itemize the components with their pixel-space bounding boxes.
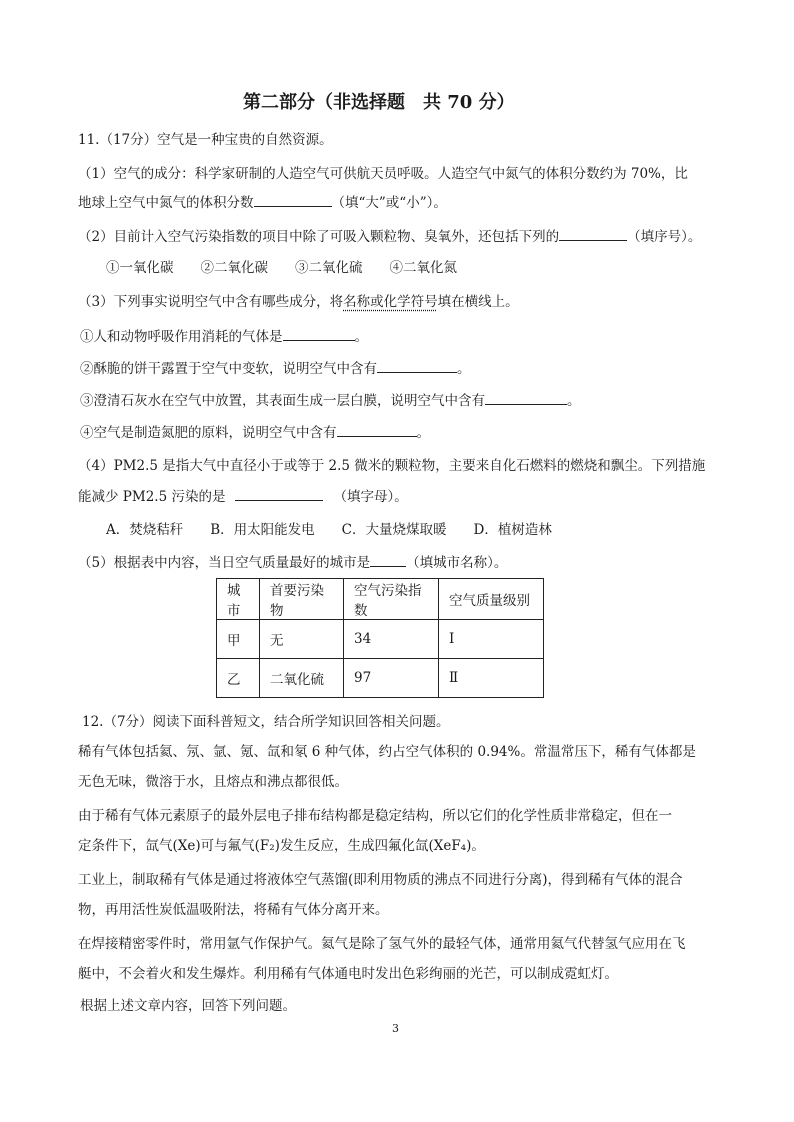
q11-p4-hint: （填字母）。 [333, 489, 408, 505]
answer-blank[interactable] [254, 192, 332, 207]
table-cell: Ⅰ [439, 620, 544, 659]
table-cell: 无 [260, 620, 344, 659]
q11-p4-text: 能减少 PM2.5 污染的是 [78, 489, 226, 505]
answer-blank[interactable] [235, 486, 323, 501]
table-cell: 97 [344, 659, 439, 698]
q12-para4-line1: 在焊接精密零件时，常用氩气作保护气。氦气是除了氢气外的最轻气体，通常用氦气代替氢气应用在飞 [78, 936, 686, 952]
q11-p2-options: ①一氧化碳 ②二氧化碳 ③二氧化硫 ④二氧化氮 [106, 260, 457, 276]
table-cell: Ⅱ [439, 659, 544, 698]
table-header-cell: 城市 [217, 579, 260, 620]
q11-p3-iv-text: ④空气是制造氮肥的原料，说明空气中含有 [80, 425, 337, 441]
q11-p5 [78, 552, 507, 573]
q12-para5: 根据上述文章内容，回答下列问题。 [80, 998, 296, 1014]
q11-p4-line2 [78, 486, 408, 507]
air-quality-table [216, 578, 544, 698]
table-row [217, 659, 544, 698]
q11-p1-line2 [78, 192, 447, 213]
q12-para2-line2: 定条件下，氙气(Xe)可与氟气(F₂)发生反应，生成四氟化氙(XeF₄)。 [78, 838, 485, 854]
q11-p3-iv [80, 422, 430, 443]
q11-p3-tail: 填在横线上。 [437, 294, 519, 310]
q11-p3-iii [80, 390, 581, 411]
table-header-cell: 首要污染物 [260, 579, 344, 620]
q11-p1-text: 地球上空气中氮气的体积分数 [78, 195, 254, 211]
q11-p5-hint: （填城市名称）。 [406, 555, 508, 571]
answer-blank[interactable] [370, 552, 406, 567]
q12-para1-line1: 稀有气体包括氦、氖、氩、氪、氙和氡 6 种气体，约占空气体积的 0.94%。常温常压下，稀有气体都是 [78, 744, 696, 760]
table-cell: 二氧化硫 [260, 659, 344, 698]
table-header-cell: 空气质量级别 [439, 579, 544, 620]
period: 。 [457, 361, 471, 377]
q12-para2-line1: 由于稀有气体元素原子的最外层电子排布结构都是稳定结构，所以它们的化学性质非常稳定，但在一 [78, 808, 672, 824]
answer-blank[interactable] [377, 358, 457, 373]
answer-blank[interactable] [337, 422, 417, 437]
q11-p2 [78, 226, 701, 247]
table-header-cell: 空气污染指数 [344, 579, 439, 620]
period: 。 [354, 329, 368, 345]
q11-p1-line1: （1）空气的成分：科学家研制的人造空气可供航天员呼吸。人造空气中氮气的体积分数约为 70%，比 [78, 166, 688, 182]
q11-p2-hint: （填序号）。 [627, 229, 702, 245]
table-row [217, 620, 544, 659]
q11-p4-options: A．焚烧秸秆 B．用太阳能发电 C．大量烧煤取暖 D．植树造林 [106, 522, 552, 538]
q12-para3-line2: 物，再用活性炭低温吸附法，将稀有气体分离开来。 [78, 902, 389, 918]
q11-p5-text: （5）根据表中内容，当日空气质量最好的城市是 [78, 555, 371, 571]
answer-blank[interactable] [283, 326, 355, 341]
table-cell: 乙 [217, 659, 260, 698]
page-number: 3 [392, 1022, 399, 1035]
q11-p3-ii-text: ②酥脆的饼干露置于空气中变软，说明空气中含有 [80, 361, 377, 377]
table-cell: 34 [344, 620, 439, 659]
q11-p1-hint: （填“大”或“小”）。 [331, 195, 447, 211]
q12-intro: 12.（7分）阅读下面科普短文，结合所学知识回答相关问题。 [82, 714, 450, 730]
q11-p2-text: （2）目前计入空气污染指数的项目中除了可吸入颗粒物、臭氧外，还包括下列的 [78, 229, 560, 245]
q12-para3-line1: 工业上，制取稀有气体是通过将液体空气蒸馏(即利用物质的沸点不同进行分离)，得到稀有气体的混合 [78, 872, 683, 888]
q11-p3-text: （3）下列事实说明空气中含有哪些成分，将 [78, 294, 344, 310]
q12-para1-line2: 无色无味，微溶于水，且熔点和沸点都很低。 [78, 774, 348, 790]
period: 。 [567, 393, 581, 409]
answer-blank[interactable] [559, 226, 627, 241]
period: 。 [416, 425, 430, 441]
q11-intro: 11.（17分）空气是一种宝贵的自然资源。 [78, 132, 333, 148]
section-title: 第二部分（非选择题 共 70 分） [243, 92, 515, 113]
q11-p3 [78, 292, 519, 312]
q11-p3-iii-text: ③澄清石灰水在空气中放置，其表面生成一层白膜，说明空气中含有 [80, 393, 485, 409]
q11-p3-i [80, 326, 368, 347]
q11-p3-i-text: ①人和动物呼吸作用消耗的气体是 [80, 329, 283, 345]
q11-p3-ii [80, 358, 471, 379]
q11-p3-emphasis: 名称或化学符号 [343, 294, 438, 310]
q11-p4-line1: （4）PM2.5 是指大气中直径小于或等于 2.5 微米的颗粒物，主要来自化石燃料的燃烧和飘尘。下列措施 [78, 458, 706, 474]
table-header-row [217, 579, 544, 620]
answer-blank[interactable] [485, 390, 567, 405]
table-cell: 甲 [217, 620, 260, 659]
q12-para4-line2: 艇中，不会着火和发生爆炸。利用稀有气体通电时发出色彩绚丽的光芒，可以制成霓虹灯。 [78, 966, 618, 982]
